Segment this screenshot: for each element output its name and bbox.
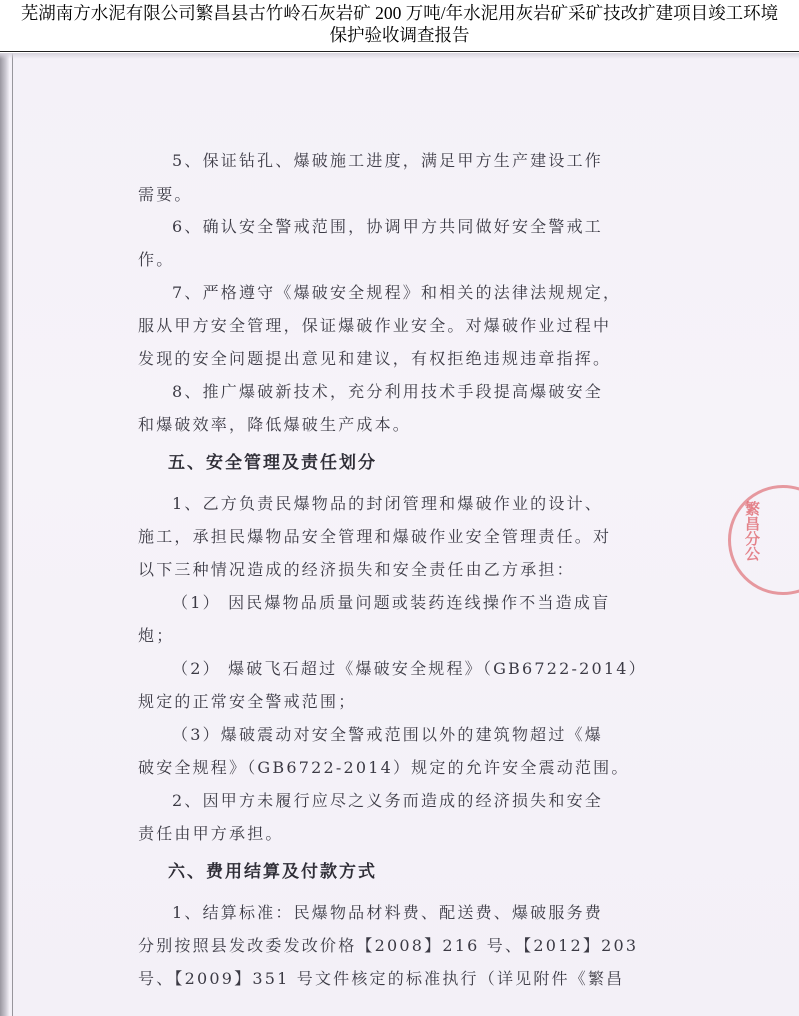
body-line: （1） 因民爆物品质量问题或装药连线操作不当造成盲 (172, 593, 611, 612)
scanned-page (0, 53, 799, 1016)
body-line: 施工，承担民爆物品安全管理和爆破作业安全管理责任。对 (138, 527, 612, 546)
body-line: 2、因甲方未履行应尽之义务而造成的经济损失和安全 (172, 791, 603, 810)
body-line: （2） 爆破飞石超过《爆破安全规程》（GB6722-2014） (172, 659, 647, 678)
body-line: 发现的安全问题提出意见和建议，有权拒绝违规违章指挥。 (138, 349, 612, 368)
page-binding-shadow (0, 53, 9, 1016)
page-top-shade (0, 53, 799, 59)
body-line: 破安全规程》（GB6722-2014）规定的允许安全震动范围。 (138, 758, 630, 777)
body-line: 责任由甲方承担。 (138, 824, 284, 843)
section-heading-5: 五、安全管理及责任划分 (168, 453, 377, 473)
body-line: 需要。 (138, 185, 193, 204)
body-line: 炮； (138, 626, 175, 645)
body-line: 号、【2009】351 号文件核定的标准执行（详见附件《繁昌 (138, 969, 625, 988)
body-line: 分别按照县发改委发改价格【2008】216 号、【2012】203 (138, 936, 639, 955)
report-header (0, 0, 799, 52)
body-line: 7、严格遵守《爆破安全规程》和相关的法律法规规定， (172, 283, 622, 302)
body-line: 以下三种情况造成的经济损失和安全责任由乙方承担： (138, 560, 575, 579)
body-line: 6、确认安全警戒范围，协调甲方共同做好安全警戒工 (172, 217, 603, 236)
header-divider (0, 51, 799, 52)
body-line: 8、推广爆破新技术，充分利用技术手段提高爆破安全 (172, 382, 603, 401)
company-seal-text: 繁昌分公 (743, 501, 761, 561)
body-line: 1、结算标准：民爆物品材料费、配送费、爆破服务费 (172, 903, 603, 922)
body-line: 1、乙方负责民爆物品的封闭管理和爆破作业的设计、 (172, 494, 603, 513)
body-line: 规定的正常安全警戒范围； (138, 692, 357, 711)
report-title-line-2: 保护验收调查报告 (329, 25, 470, 45)
report-title-line-1: 芜湖南方水泥有限公司繁昌县古竹岭石灰岩矿 200 万吨/年水泥用灰岩矿采矿技改扩建项目竣工环境 (20, 3, 779, 23)
body-line: 服从甲方安全管理，保证爆破作业安全。对爆破作业过程中 (138, 316, 612, 335)
body-line: （3）爆破震动对安全警戒范围以外的建筑物超过《爆 (172, 725, 603, 744)
body-line: 5、保证钻孔、爆破施工进度，满足甲方生产建设工作 (172, 151, 603, 170)
body-line: 和爆破效率，降低爆破生产成本。 (138, 415, 412, 434)
body-line: 作。 (138, 250, 175, 269)
section-heading-6: 六、费用结算及付款方式 (168, 862, 377, 882)
page-edge-line (12, 53, 13, 1016)
